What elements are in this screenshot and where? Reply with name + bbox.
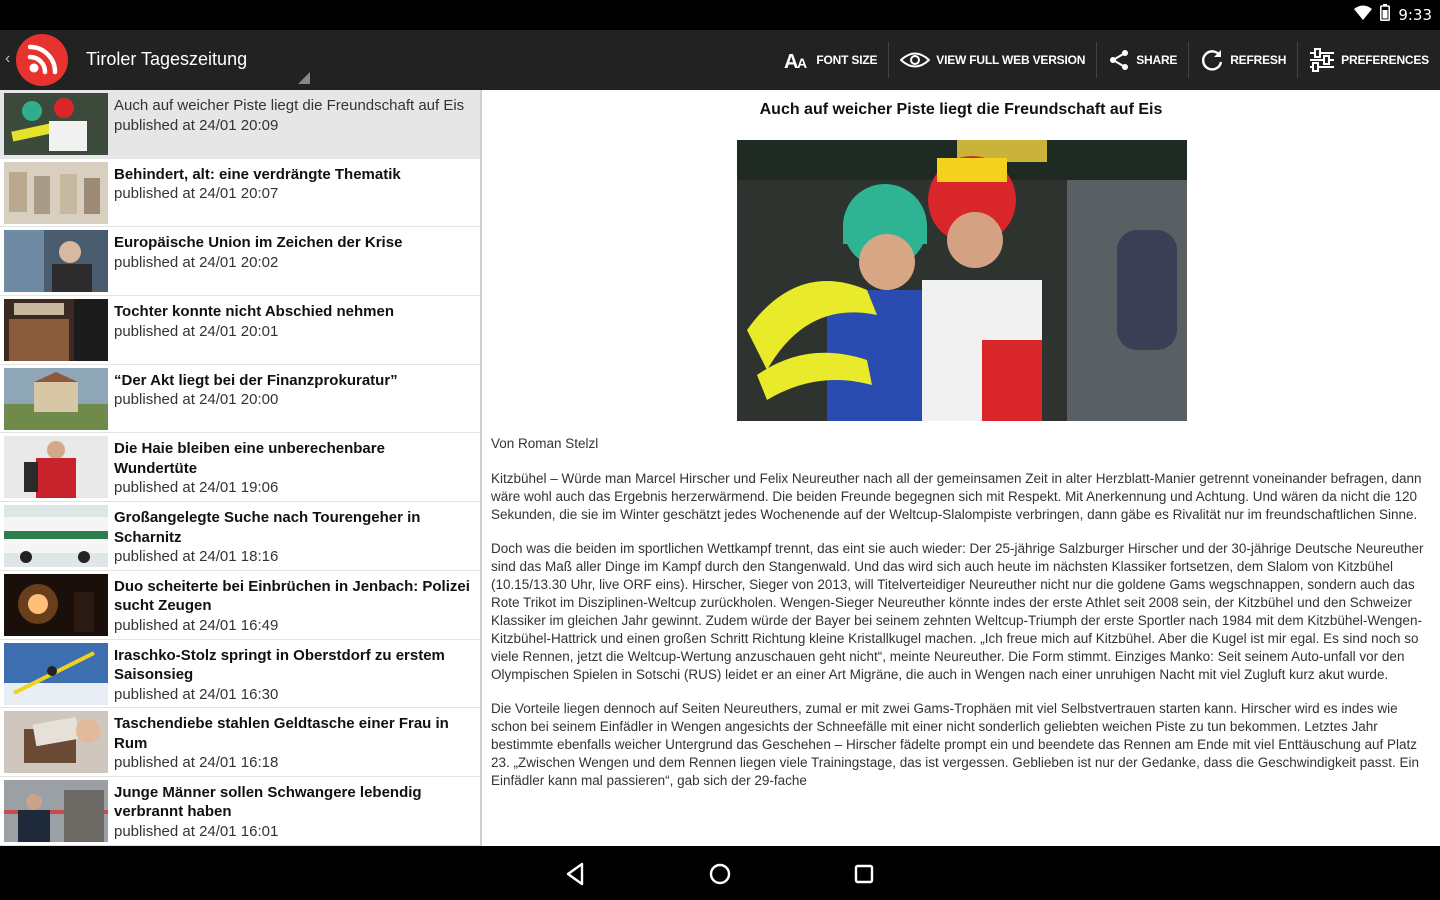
article-list-title: Tochter konnte nicht Abschied nehmen [114, 303, 395, 321]
dropdown-indicator-icon[interactable] [298, 72, 310, 84]
article-byline: Von Roman Stelzl [491, 436, 599, 451]
article-thumbnail [4, 574, 108, 636]
refresh-button[interactable] [1189, 30, 1297, 90]
article-thumbnail [4, 711, 108, 773]
article-paragraph: Kitzbühel – Würde man Marcel Hirscher und Felix Neureuther nach all der gemeinsamen Zeit in alter Herzblatt-Manier getrennt voneinander befragen, dann wäre wohl auch das Ergebnis herzerwärmend. Die beiden Freunde begegnen sich mit Respekt. Mit Anerkennung und Achtung. Und wären da nicht die 120 Sekunden, die sie im Winter geschätzt jedes Wochenende auf der Weltcup-Slalompiste verbringen, dann gäbe es Rivalität nur im freundschaftlichen Sinne. [491, 471, 1422, 522]
share-icon [1108, 49, 1130, 71]
up-chevron-icon[interactable]: ‹ [5, 50, 11, 67]
preferences-label: PREFERENCES [1341, 53, 1429, 67]
article-list-date: published at 24/01 16:49 [114, 616, 279, 634]
article-list-date: published at 24/01 19:06 [114, 479, 279, 497]
article-list-date: published at 24/01 20:02 [114, 253, 279, 271]
article-thumbnail [4, 505, 108, 567]
view-full-web-version-button[interactable] [889, 30, 1096, 90]
article-thumbnail [4, 643, 108, 705]
article-list-date: published at 24/01 16:30 [114, 685, 279, 703]
article-thumbnail [4, 93, 108, 155]
article-title: Auch auf weicher Piste liegt die Freundschaft auf Eis [759, 101, 1163, 118]
article-list-title: Behindert, alt: eine verdrängte Thematik [114, 165, 401, 183]
article-list-item[interactable] [0, 777, 480, 846]
font-size-icon [784, 50, 810, 70]
svg-text:A: A [797, 55, 808, 70]
article-thumbnail [4, 368, 108, 430]
article-list-item[interactable] [0, 571, 480, 640]
article-list-title: Großangelegte Suche nach Tourengeher in Scharnitz [114, 509, 421, 546]
eye-icon [900, 51, 930, 69]
article-list-item[interactable] [0, 227, 480, 296]
article-list-title: Junge Männer sollen Schwangere lebendig verbrannt haben [114, 783, 422, 821]
preferences-button[interactable] [1298, 30, 1440, 90]
article-list-date: published at 24/01 20:07 [114, 185, 279, 203]
article-list-item[interactable] [0, 296, 480, 365]
article-list-title: “Der Akt liegt bei der Finanzprokuratur” [114, 371, 398, 389]
article-body [491, 470, 1427, 806]
article-list-title: Auch auf weicher Piste liegt die Freundschaft auf Eis [114, 97, 465, 114]
status-bar [0, 0, 1440, 30]
article-thumbnail [4, 230, 108, 292]
article-list-item[interactable] [0, 640, 480, 709]
article-list-date: published at 24/01 20:00 [114, 391, 279, 409]
sliders-icon [1309, 48, 1335, 72]
article-list-date: published at 24/01 16:01 [114, 822, 279, 840]
svg-text:A: A [784, 51, 799, 70]
view-full-web-version-label: VIEW FULL WEB VERSION [936, 53, 1086, 67]
article-list-item[interactable] [0, 365, 480, 434]
article-list-item[interactable] [0, 159, 480, 228]
rss-logo-icon[interactable] [16, 34, 68, 86]
home-icon[interactable] [706, 860, 734, 888]
app-title[interactable]: Tiroler Tageszeitung [86, 49, 248, 69]
article-list-title: Duo scheiterte bei Einbrüchen in Jenbach: Polizei sucht Zeugen [114, 577, 470, 615]
share-label: SHARE [1136, 53, 1178, 67]
font-size-label: FONT SIZE [816, 53, 878, 67]
article-list-date: published at 24/01 18:16 [114, 548, 279, 566]
refresh-label: REFRESH [1230, 53, 1287, 67]
wifi-icon [1354, 5, 1372, 26]
action-bar [0, 30, 1440, 90]
article-paragraph: Doch was die beiden im sportlichen Wettkampf trennt, das eint sie auch wieder: Der 25-jährige Salzburger Hirscher und der 30-jährige Deutsche Neureuther sind das Maß aller Dinge im Kampf durch den Stangenwald. Und das wird sich auch heute im nächsten Klassiker fortsetzen, dem Slalom von Kitzbühel (10.15/13.30 Uhr, live ORF eins). Hirscher, Sieger von 2013, will Titelverteidiger Neureuther nicht nur die goldene Gams wegschnappen, sondern auch das Rote Trikot im Disziplinen-Weltcup zurückholen. Wengen-Sieger Neureuther könnte indes der erste Athlet seit 2008 sein, der Kitzbühel und den Schweizer Klassiker im gleichen Jahr gewinnt. Zudem würde der Bayer bei seinem zehnten Weltcup-Triumph der erste Sportler nach 1984 mit dem Kitzbühel-Wengen-Kitzbühel-Hattrick und einen großen Schritt Richtung kleine Kristallkugel machen. „Ich freue mich auf Kitzbühel. Aber die Kugel ist mir egal. Es sind noch so viele Rennen, jetzt die Weltcup-Wertung anzuschauen geht nicht“, meinte Neureuther. Die Form stimmt. Einziges Manko: Seit seinem Auto-unfall vor den Olympischen Spielen in Sotschi (RUS) leidet er an einer Art Migräne, die auch in Wengen nach einer unruhigen Nacht mit viel Zugluft kurz akut wurde. [491, 541, 1424, 682]
article-list-item[interactable] [0, 502, 480, 571]
status-icons [1354, 5, 1432, 25]
article-thumbnail [4, 162, 108, 224]
recents-icon[interactable] [850, 860, 878, 888]
article-image [737, 140, 1187, 421]
status-time: 9:33 [1398, 6, 1432, 24]
share-button[interactable] [1097, 30, 1188, 90]
article-thumbnail [4, 780, 108, 842]
back-icon[interactable] [562, 860, 590, 888]
article-detail [482, 90, 1440, 846]
article-list-date: published at 24/01 20:09 [114, 116, 279, 134]
system-nav-bar [0, 846, 1440, 900]
article-thumbnail [4, 299, 108, 361]
article-list-item[interactable] [0, 708, 480, 777]
article-list-title: Die Haie bleiben eine unberechenbare Wundertüte [114, 440, 385, 477]
article-list-date: published at 24/01 16:18 [114, 754, 279, 772]
article-list [0, 90, 482, 846]
article-paragraph: Die Vorteile liegen dennoch auf Seiten Neureuthers, zumal er mit zwei Gams-Trophäen mit viel Selbstvertrauen starten kann. Hirscher wird es indes wie schon bei seinem Einfädler in Wengen angesichts der Schneefälle mit einer nicht sonderlich geliebten weichen Piste zu tun bekommen. Letztes Jahr bestimmte ebenfalls weicher Untergrund das Geschehen – Hirscher fädelte prompt ein und beendete das Rennen am Ende mit viel Enttäuschung auf Platz 23. „Zwischen Wengen und dem Rennen liegen viele Trainingstage, das ist vergessen. Geblieben ist nur der Gedanke, dass die Geschwindigkeit passt. Ein Einfädler kann mal passieren“, gab sich der 29-fache [491, 701, 1420, 788]
article-list-date: published at 24/01 20:01 [114, 322, 279, 340]
article-list-item[interactable] [0, 433, 480, 502]
refresh-icon [1200, 48, 1224, 72]
article-list-title: Europäische Union im Zeichen der Krise [114, 234, 403, 252]
font-size-button[interactable] [773, 30, 888, 90]
article-list-title: Taschendiebe stahlen Geldtasche einer Frau in Rum [114, 715, 449, 752]
article-list-title: Iraschko-Stolz springt in Oberstdorf zu erstem Saisonsieg [114, 646, 445, 683]
action-buttons [773, 30, 1440, 90]
battery-icon [1380, 4, 1390, 26]
article-thumbnail [4, 436, 108, 498]
article-list-item[interactable] [0, 90, 480, 159]
